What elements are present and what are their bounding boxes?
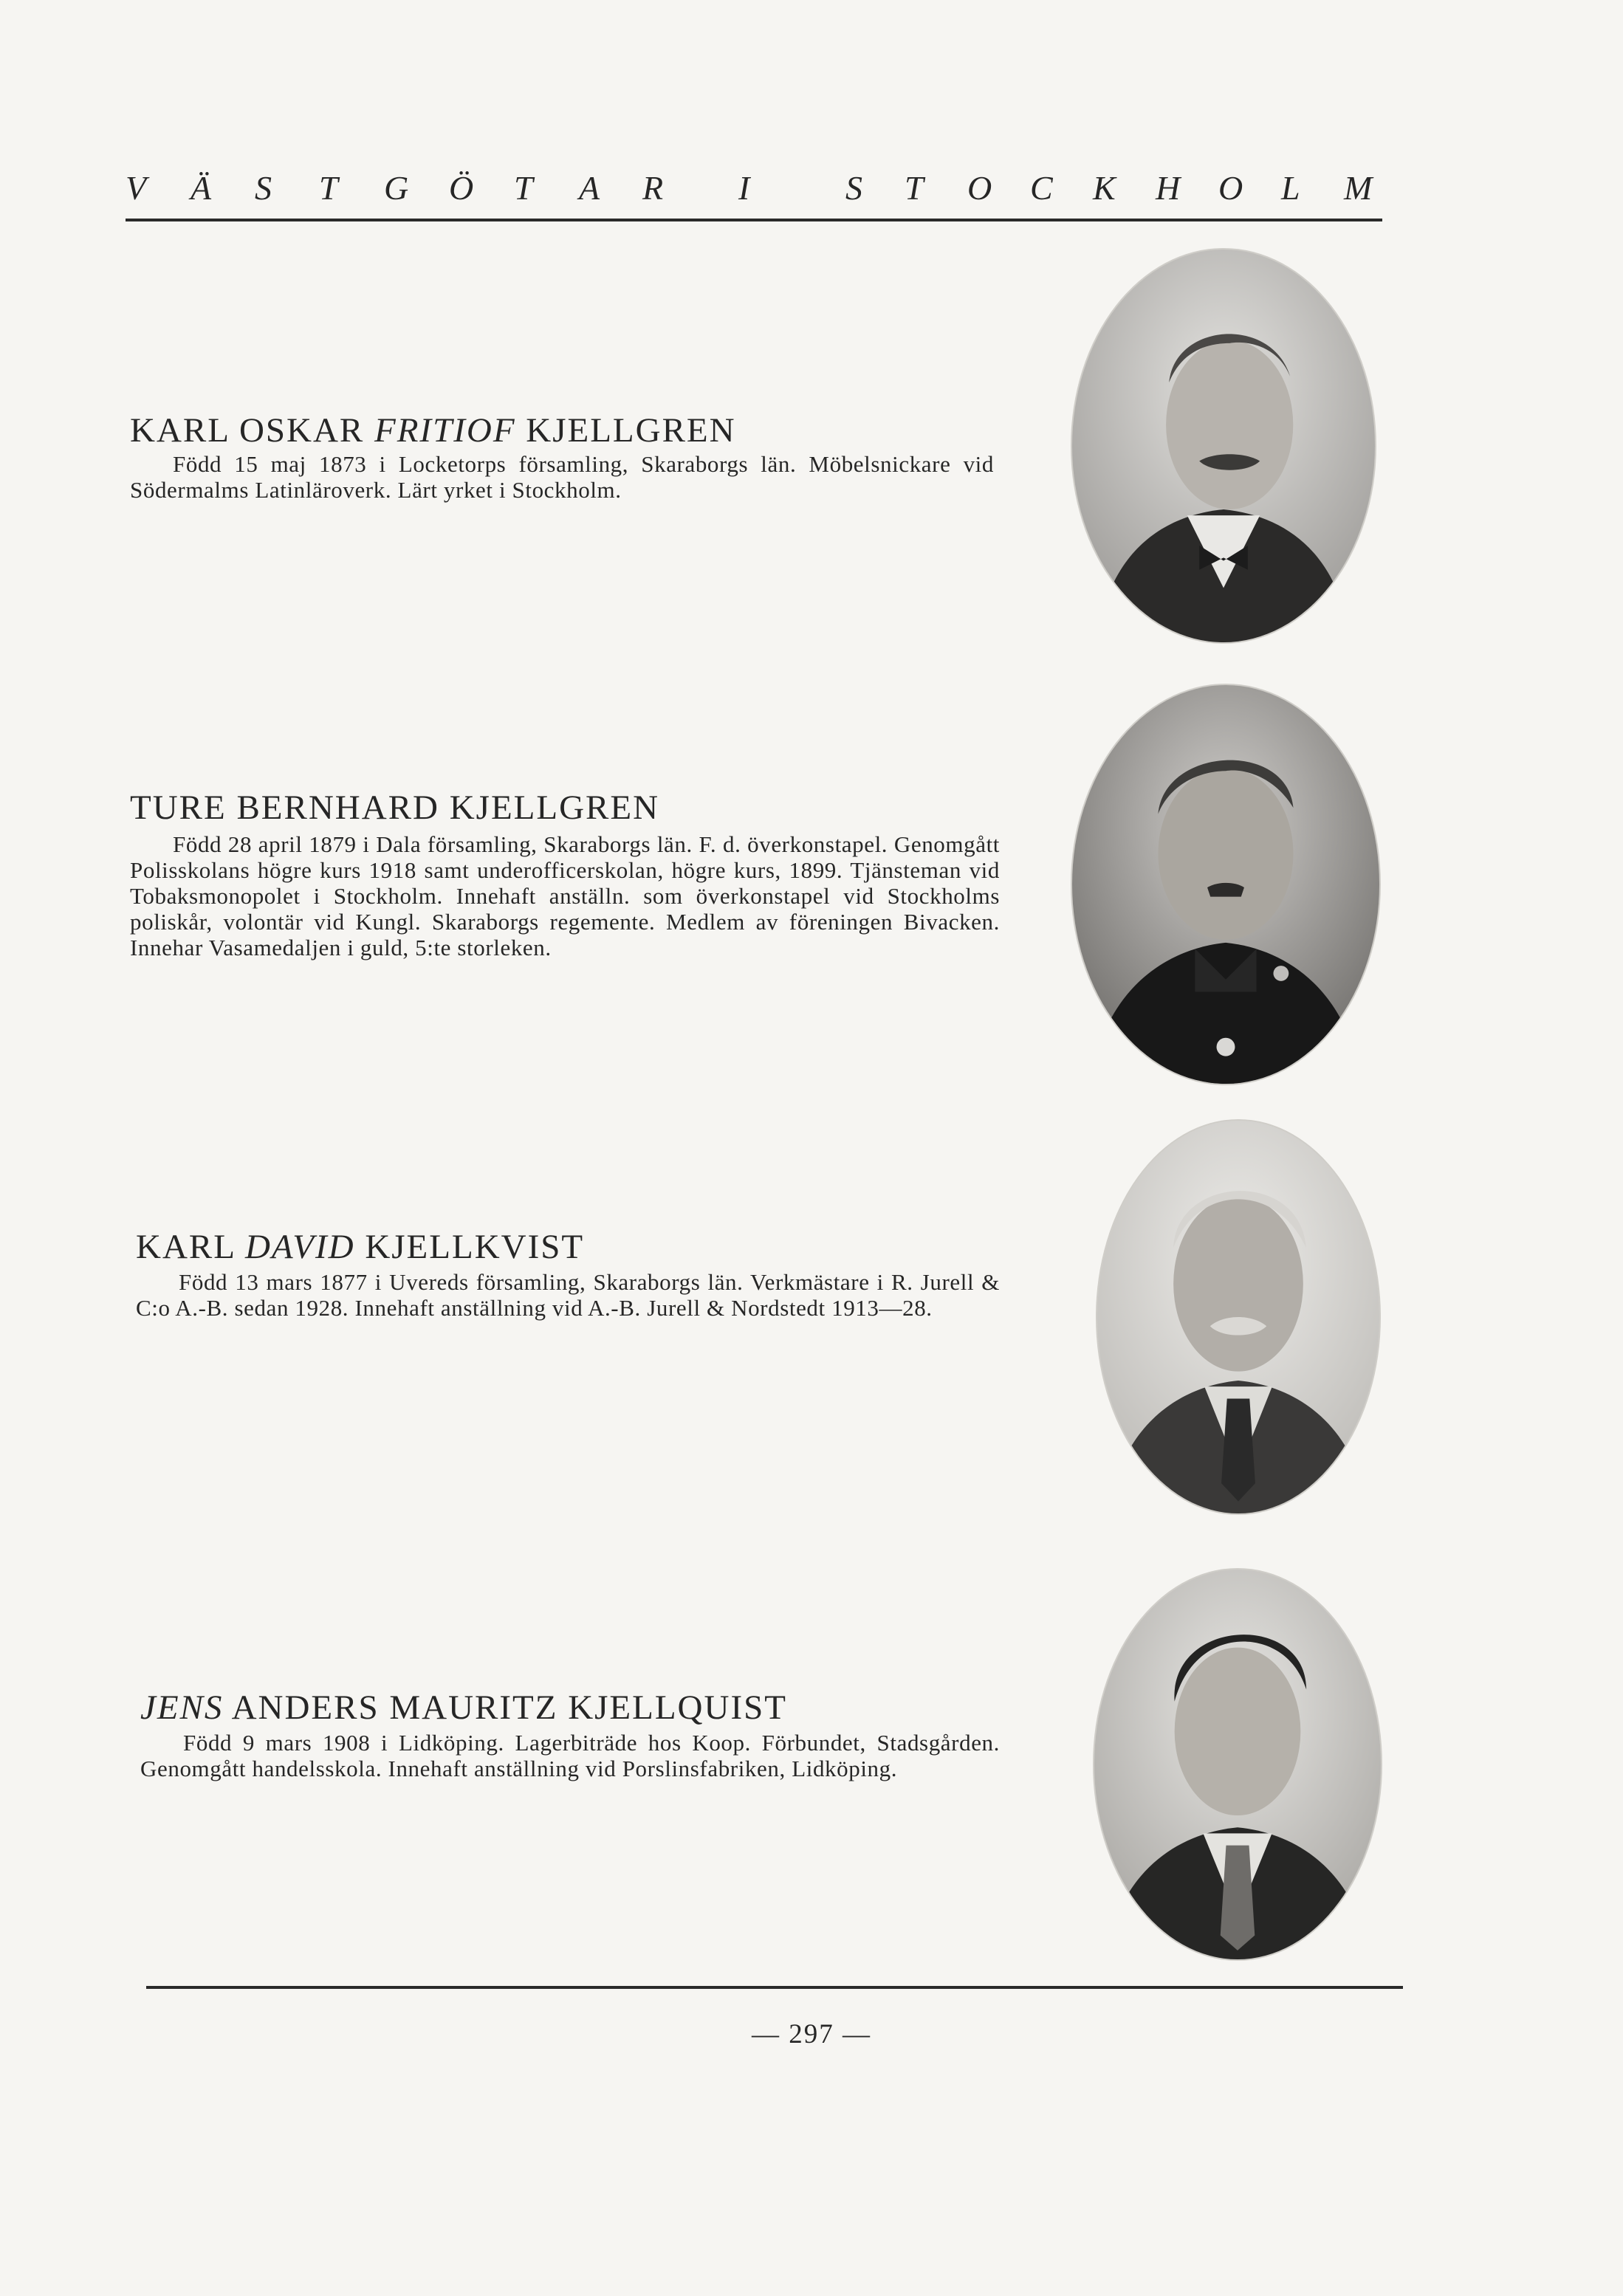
running-head-letter: L: [1281, 169, 1302, 207]
portrait-photo-icon: [1072, 250, 1375, 642]
entry-name-italic: FRITIOF: [374, 411, 516, 450]
portrait-photo-icon: [1094, 1570, 1381, 1959]
running-head-letter: I: [738, 169, 752, 207]
running-head-letter: V: [126, 169, 148, 207]
running-head-letter: O: [1218, 169, 1245, 207]
header-rule: [126, 219, 1382, 221]
entry-name-part: TURE BERNHARD KJELLGREN: [130, 788, 660, 827]
portrait-photo-icon: [1097, 1121, 1379, 1513]
running-head-letter: Ä: [191, 169, 213, 207]
running-head-letter: O: [967, 169, 994, 207]
entry-text: [140, 1730, 1000, 1781]
running-head-letter: R: [642, 169, 665, 207]
entry-paragraph: Född 9 mars 1908 i Lidköping. Lagerbiträde hos Koop. Förbundet, Stadsgården. Genomgått handelsskola. Innehaft anställning vid Porslinsfabriken, Lidköping.: [140, 1730, 1000, 1781]
running-head: [126, 168, 1381, 220]
running-head-letter: T: [905, 169, 925, 207]
running-head-letter: T: [319, 169, 340, 207]
running-head-letter: S: [255, 169, 273, 207]
entry-text: [136, 1269, 1000, 1321]
entry-text: [130, 451, 994, 503]
running-head-letter: S: [845, 169, 864, 207]
running-head-letter: C: [1030, 169, 1054, 207]
running-head-letter: A: [579, 169, 602, 207]
running-head-letter: M: [1344, 169, 1374, 207]
entry-name-italic: JENS: [140, 1688, 224, 1727]
running-head-letter: H: [1156, 169, 1182, 207]
entry-name-part: ANDERS MAURITZ KJELLQUIST: [223, 1688, 787, 1727]
entry-name-part: KJELLGREN: [515, 411, 736, 450]
footer-rule: [146, 1986, 1403, 1989]
entry-paragraph: Född 15 maj 1873 i Locketorps församling, Skaraborgs län. Möbelsnickare vid Södermalms Latinläroverk. Lärt yrket i Stockholm.: [130, 451, 994, 503]
entry-name: [140, 1688, 787, 1727]
running-head-letter: K: [1093, 169, 1117, 207]
entry-name-part: KJELLKVIST: [354, 1228, 585, 1266]
page-number: — 297 —: [752, 2019, 871, 2049]
entry-text: [130, 831, 1000, 960]
entry-paragraph: Född 13 mars 1877 i Uvereds församling, Skaraborgs län. Verkmästare i R. Jurell & C:o A.-B. sedan 1928. Innehaft anställning vid A.-B. Jurell & Nordstedt 1913—28.: [136, 1269, 1000, 1321]
entry-name: [136, 1230, 584, 1265]
entry-name-part: KARL OSKAR: [130, 411, 375, 450]
entry-paragraph: Född 28 april 1879 i Dala församling, Skaraborgs län. F. d. överkonstapel. Genomgått Polisskolans högre kurs 1918 samt underofficerskolan, högre kurs, 1899. Tjänsteman vid Tobaksmonopolet i Stockholm. Innehaft anställn. som överkonstapel vid Stockholms poliskår, volontär vid Kungl. Skaraborgs regemente. Medlem av föreningen Bivacken. Innehar Vasamedaljen i guld, 5:te storleken.: [130, 831, 1000, 960]
running-head-letter: Ö: [449, 169, 476, 207]
entry-name-part: KARL: [136, 1228, 245, 1266]
running-head-letter: T: [514, 169, 535, 207]
entry-name: [130, 788, 660, 827]
running-head-letter: G: [384, 169, 411, 207]
entry-name-italic: DAVID: [244, 1228, 355, 1266]
entry-name: [130, 413, 736, 448]
portrait-photo-icon: [1072, 685, 1379, 1084]
